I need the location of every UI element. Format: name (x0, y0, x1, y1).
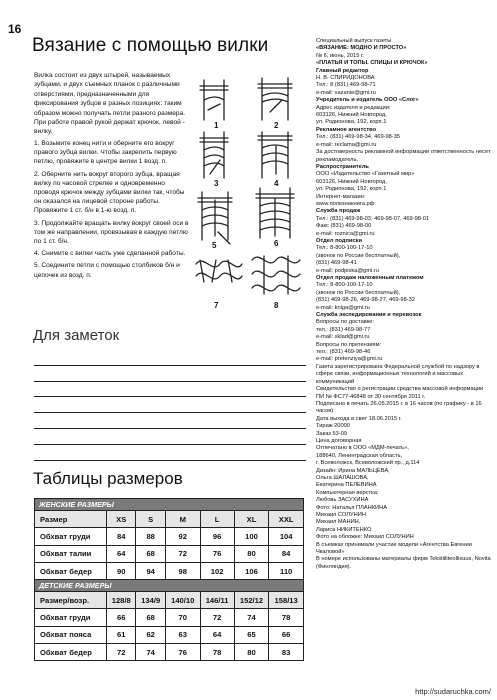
imprint-line: e-mail: pretenziya@gmi.ru (316, 356, 383, 363)
imprint-line: В съемках принимали участие модели «Агентства Евгении Чкаловой» (316, 541, 472, 556)
watermark-url: http://sudaruchka.com/ (415, 687, 491, 696)
note-line (34, 350, 306, 366)
step-item: 5. Соедините петли с помощью столбиков б/н и цепочек из возд. п. (34, 262, 180, 279)
table-row (35, 545, 304, 562)
table-cell: 72 (107, 644, 136, 661)
table-cell: XS (107, 511, 136, 528)
note-line (34, 397, 306, 413)
imprint-column (316, 38, 492, 571)
page-number: 16 (8, 22, 22, 36)
imprint-line: Компьютерная верстка: (316, 489, 379, 496)
imprint-line: Отдел продаж наложенным платежом (316, 275, 424, 281)
sizes-title: Таблицы размеров (33, 469, 183, 488)
imprint-line: ПИ № ФС77-46848 от 30 сентября 2011 г. (316, 393, 426, 400)
imprint-line: (звонок по России бесплатный), (316, 289, 401, 296)
table-cell: S (136, 511, 165, 528)
table-cell: Обхват талии (35, 545, 107, 562)
imprint-line: № 6, июнь, 2015 г. (316, 52, 364, 59)
imprint-line: Учредитель и издатель ООО «Слог» (316, 97, 419, 104)
imprint-line: Интернет-магазин: (316, 193, 366, 200)
imprint-line: e-mail: reclama@gmi.ru (316, 141, 377, 148)
figure-1-drawing (200, 80, 228, 120)
table-cell: 65 (234, 626, 269, 643)
note-line (34, 382, 306, 398)
figure-6-drawing (256, 188, 294, 238)
table-cell: 72 (165, 545, 200, 562)
kids-section-row (35, 580, 304, 592)
imprint-line: «ВЯЗАНИЕ: МОДНО И ПРОСТО» (316, 45, 407, 52)
step-item: 2. Оберните нить вокруг второго зубца, вращая вилку по часовой стрелке и одновременно проводя крючок между зубцами вилки так, чтобы он оказался на лицевой стороне работы. Провяжите 1 ст. б/н в 1-ю возд. п. (34, 170, 185, 215)
notes-lines (34, 350, 306, 461)
note-line (34, 366, 306, 382)
table-cell: 68 (136, 609, 165, 626)
table-cell: 134/9 (136, 592, 165, 609)
size-table (34, 498, 304, 661)
table-row (35, 644, 304, 661)
imprint-line: ООО «Издательство «Газетный мир» (316, 171, 415, 178)
figure-label: 7 (214, 301, 219, 310)
imprint-line: Вопросы по претензиям: (316, 341, 382, 348)
table-cell: Обхват пояса (35, 626, 107, 643)
step-item: 3. Продолжайте вращать вилку вокруг своей оси в том же направлении, провязывая в каждую петлю по 1 ст. б/н. (34, 219, 189, 246)
imprint-line: Свидетельство о регистрации средства массовой информации (316, 386, 484, 393)
table-cell: Обхват груди (35, 528, 107, 545)
table-cell: Обхват бедер (35, 562, 107, 579)
imprint-line: e-mail: podpiska@gmi.ru (316, 267, 379, 274)
table-cell: 68 (136, 545, 165, 562)
table-cell: 84 (107, 528, 136, 545)
figure-label: 4 (274, 179, 279, 188)
figure-4-drawing (258, 132, 292, 178)
imprint-line: Тел.: (831) 469-98-03, 469-98-07, 469-98-01 (316, 215, 430, 222)
kids-header-row (35, 592, 304, 609)
imprint-line: Тел.: 8-800-100-17-10 (316, 245, 373, 252)
kids-section-title: ДЕТСКИЕ РАЗМЕРЫ (35, 580, 304, 592)
imprint-line: В номере использованы материалы фирм Tekstiiliteollisuus, Novita (Финляндия). (316, 556, 491, 570)
table-row (35, 528, 304, 545)
women-section-title: ЖЕНСКИЕ РАЗМЕРЫ (35, 499, 304, 511)
imprint-line: Тел.: 8-800-100-17-10 (316, 282, 373, 289)
table-cell: 100 (234, 528, 269, 545)
imprint-line: Газета зарегистрирована Федеральной службой по надзору в сфере связи, информационных технологий и массовых коммуникаций (316, 363, 480, 385)
imprint-line: (831) 469-98-41 (316, 260, 357, 267)
imprint-line: Михаил СОЛУНИН (316, 512, 366, 518)
table-cell: 94 (136, 562, 165, 579)
figure-label: 1 (214, 121, 219, 130)
table-cell: 63 (165, 626, 200, 643)
table-cell: 84 (269, 545, 304, 562)
note-line (34, 413, 306, 429)
imprint-line: (звонок по России бесплатный), (316, 252, 401, 259)
table-cell: 128/8 (107, 592, 136, 609)
imprint-line: e-mail: kniga@gmi.ru (316, 304, 370, 311)
imprint-line: Специальный выпуск газеты (316, 38, 392, 44)
table-cell: 61 (107, 626, 136, 643)
table-cell: 140/10 (165, 592, 200, 609)
imprint-line: Распространитель (316, 163, 369, 170)
table-cell: 78 (269, 609, 304, 626)
imprint-line: Отпечатано в ООО «МДМ-печать», (316, 445, 409, 452)
notes-title: Для заметок (33, 327, 120, 344)
figure-2-drawing (258, 78, 292, 120)
page-title: Вязание с помощью вилки (32, 35, 269, 56)
table-cell: Размер/возр. (35, 592, 107, 609)
table-cell: 92 (165, 528, 200, 545)
table-cell: L (200, 511, 234, 528)
table-cell: 106 (234, 562, 269, 579)
imprint-line: тел.: (831) 469-98-46 (316, 349, 371, 356)
imprint-line: Екатерина ПЕЛЕВИНА (316, 482, 377, 489)
women-section-row (35, 499, 304, 511)
table-cell: 74 (234, 609, 269, 626)
imprint-line: г. Всеволожск, Всеволожский пр., д.114 (316, 460, 420, 467)
women-header-row (35, 511, 304, 528)
imprint-line: 188640, Ленинградская область, (316, 452, 403, 459)
table-cell: 88 (136, 528, 165, 545)
imprint-line: Подписано в печать 26.05.2015 г. в 16 часов (по графику - в 16 часов) (316, 400, 482, 415)
table-cell: 102 (200, 562, 234, 579)
imprint-line: Тел.: (831) 469-98-34, 469-98-35 (316, 134, 401, 141)
figure-label: 8 (274, 301, 279, 310)
table-cell: 96 (200, 528, 234, 545)
imprint-line: Тел.: 8 (831) 469-98-71 (316, 82, 376, 89)
hairpin-lace-illustrations (190, 70, 310, 320)
table-row (35, 609, 304, 626)
imprint-line: Фото на обложке: Михаил СОЛУНИН (316, 534, 414, 541)
note-line (34, 429, 306, 445)
note-line (34, 445, 306, 461)
table-cell: 62 (136, 626, 165, 643)
imprint-line: За достоверность рекламной информации ответственность несет рекламодатель. (316, 149, 491, 163)
imprint-line: 603126, Нижний Новгород, (316, 178, 387, 185)
intro-text: Вилка состоит из двух штырей, называемых зубцами, и двух съемных планок с различными отверстиями, предназначенными для фиксирования зубцов в разных позициях: таким образом можно получать петли разного размера. При работе правой рукой держат крючок, левой - вилку. (34, 72, 186, 136)
imprint-line: Н. В. СПИРИДОНОВА (316, 75, 375, 82)
figure-label: 2 (274, 121, 279, 130)
imprint-line: Тираж 20000 (316, 423, 350, 430)
table-cell: 98 (165, 562, 200, 579)
table-cell: 72 (200, 609, 234, 626)
imprint-line: 603126, Нижний Новгород, (316, 112, 387, 119)
table-cell: 66 (107, 609, 136, 626)
figure-8-drawing (252, 256, 300, 294)
figure-label: 3 (214, 179, 219, 188)
imprint-line: Служба продаж (316, 208, 361, 215)
table-cell: 80 (234, 545, 269, 562)
imprint-line: Дизайн: Ирина МАЛЬЦЕВА, (316, 467, 390, 474)
table-cell: 78 (200, 644, 234, 661)
figure-label: 6 (274, 239, 279, 248)
table-cell: 64 (107, 545, 136, 562)
table-cell: 110 (269, 562, 304, 579)
steps-list (34, 139, 190, 283)
figure-label: 5 (212, 241, 217, 250)
imprint-line: e-mail: roznica@gmi.ru (316, 230, 375, 237)
imprint-line: Служба экспедирования и перевозок (316, 312, 422, 319)
imprint-line: Дата выхода в свет 18.06.2015 г. (316, 415, 402, 422)
imprint-line: Адрес издателя и редакции: (316, 104, 391, 111)
imprint-line: (831) 469-98-26, 469-98-27, 469-98-32 (316, 297, 415, 304)
figure-3-drawing (200, 132, 228, 178)
figure-7-drawing (196, 260, 242, 282)
table-cell: Обхват груди (35, 609, 107, 626)
imprint-line: Ольга ШАЛАШОВА, (316, 474, 369, 481)
table-row (35, 626, 304, 643)
table-cell: M (165, 511, 200, 528)
imprint-line: www.полезнакнига.рф (316, 200, 375, 207)
table-cell: 146/11 (200, 592, 234, 609)
step-item: 4. Снимите с вилки часть уже сделанной работы. (34, 250, 186, 258)
table-cell: Размер (35, 511, 107, 528)
table-cell: 90 (107, 562, 136, 579)
imprint-line: Факс (831) 469-98-00 (316, 223, 372, 230)
table-cell: 152/12 (234, 592, 269, 609)
imprint-line: Михаил МАНИН, (316, 519, 361, 526)
table-cell: 76 (165, 644, 200, 661)
imprint-line: Лариса НИКИТЕНКО (316, 526, 372, 533)
imprint-line: ул. Родионова, 192, корп.1 (316, 186, 387, 193)
table-cell: 70 (165, 609, 200, 626)
figure-5-drawing (198, 192, 232, 244)
imprint-line: Цена договорная (316, 437, 362, 444)
imprint-line: e-mail: vazanie@gmi.ru (316, 89, 376, 96)
table-cell: 66 (269, 626, 304, 643)
table-cell: 83 (269, 644, 304, 661)
table-cell: 74 (136, 644, 165, 661)
imprint-line: «ПЛАТЬЯ И ТОПЫ. СПИЦЫ И КРЮЧОК» (316, 60, 428, 67)
imprint-line: Отдел подписки (316, 237, 362, 244)
imprint-line: Любовь ЗАСУХИНА (316, 497, 369, 504)
imprint-line: e-mail: sklad@gmi.ru (316, 334, 370, 341)
table-cell: 158/13 (269, 592, 304, 609)
table-cell: XL (234, 511, 269, 528)
imprint-line: Фото: Наталья ПЛАНКИНА (316, 504, 388, 511)
step-item: 1. Возьмите конец нити и оберните его вокруг правого зубца вилки. Чтобы закрепить первую петлю, провяжите в центре вилки 1 возд. п. (34, 140, 177, 166)
table-cell: 80 (234, 644, 269, 661)
table-cell: XXL (269, 511, 304, 528)
imprint-line: Вопросы по доставке: (316, 319, 375, 326)
imprint-line: тел.: (831) 469-98-77 (316, 326, 371, 333)
imprint-line: Заказ 53-09 (316, 430, 348, 437)
imprint-line: Главный редактор (316, 67, 369, 74)
table-cell: 76 (200, 545, 234, 562)
imprint-line: ул. Родионова, 192, корп.1 (316, 119, 387, 126)
table-row (35, 562, 304, 579)
table-cell: 64 (200, 626, 234, 643)
table-cell: Обхват бедер (35, 644, 107, 661)
imprint-line: Рекламное агентство (316, 126, 377, 133)
table-cell: 104 (269, 528, 304, 545)
